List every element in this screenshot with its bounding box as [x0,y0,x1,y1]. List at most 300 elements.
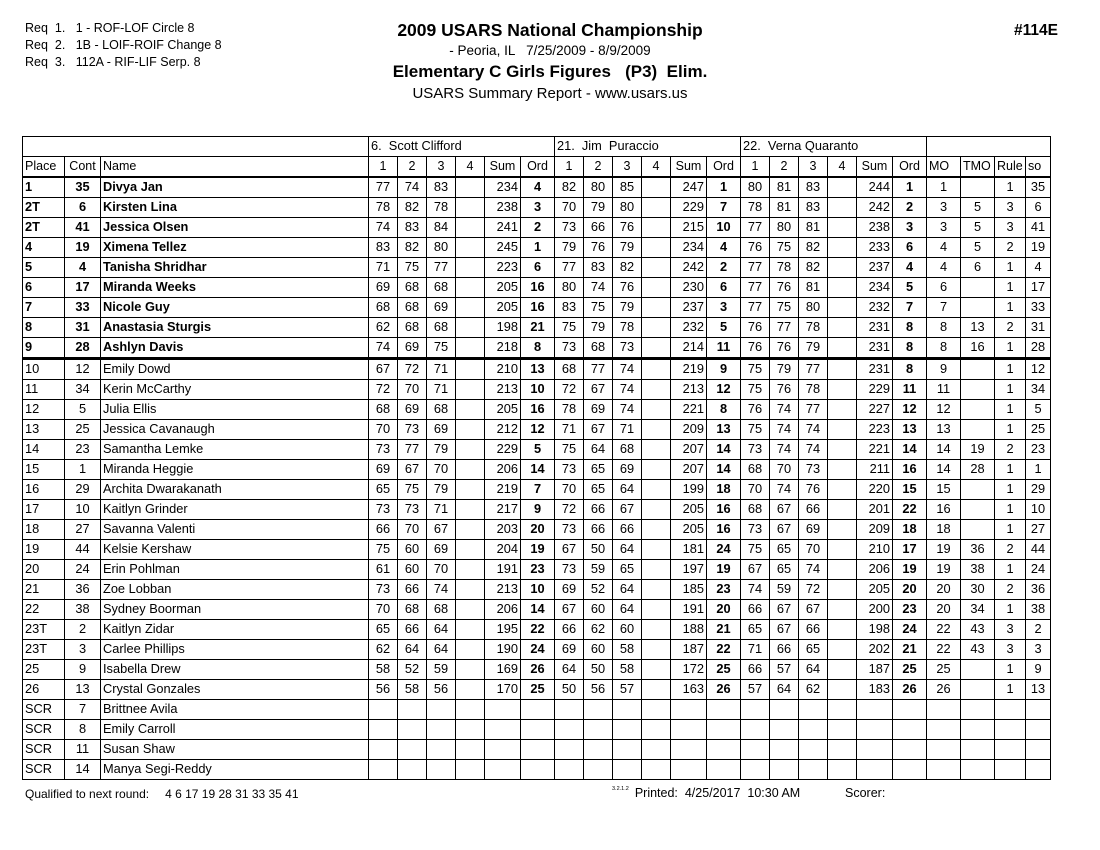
cell-judge1-score4 [456,540,485,560]
cell-judge2-ord [707,740,741,760]
requirement-line: Req 1. 1 - ROF-LOF Circle 8 [25,21,195,35]
cell-rule: 3 [995,198,1026,218]
cell-place: 14 [23,440,65,460]
cell-judge1-score4 [456,359,485,380]
cell-cont: 27 [65,520,101,540]
cell-judge1-score2: 83 [398,218,427,238]
cell-judge3-score3: 69 [799,520,828,540]
cell-judge2-ord [707,720,741,740]
cell-name: Brittnee Avila [101,700,369,720]
cell-cont: 6 [65,198,101,218]
cell-tmo [961,298,995,318]
cell-judge3-score4 [828,440,857,460]
cell-judge2-score2: 68 [584,338,613,359]
cell-judge2-score2 [584,760,613,780]
cell-judge3-score4 [828,218,857,238]
cell-judge2-score1 [555,720,584,740]
cell-judge2-score2: 67 [584,380,613,400]
cell-mo: 18 [927,520,961,540]
spacer-cell [23,137,369,157]
header-judge3-3: 3 [799,157,828,178]
result-row [23,359,1051,380]
cell-judge3-score2: 74 [770,440,799,460]
cell-judge1-score4 [456,278,485,298]
event-location-dates: - Peoria, IL 7/25/2009 - 8/9/2009 [449,43,651,58]
cell-judge3-score3: 62 [799,680,828,700]
cell-judge2-score3: 80 [613,198,642,218]
cell-tmo: 6 [961,258,995,278]
cell-cont: 13 [65,680,101,700]
cell-judge1-score2: 82 [398,238,427,258]
cell-judge2-score1: 82 [555,177,584,198]
cell-judge1-sum: 218 [485,338,521,359]
cell-judge3-score1: 77 [741,278,770,298]
cell-judge1-sum: 223 [485,258,521,278]
cell-tmo [961,520,995,540]
cell-cont: 3 [65,640,101,660]
cell-rule: 3 [995,218,1026,238]
header-judge2-1: 1 [555,157,584,178]
cell-judge3-score2 [770,700,799,720]
cell-tmo [961,359,995,380]
cell-so [1026,720,1051,740]
cell-rule: 2 [995,318,1026,338]
cell-judge1-score1: 71 [369,258,398,278]
cell-judge1-score4 [456,740,485,760]
cell-judge2-score3: 66 [613,520,642,540]
cell-judge2-sum: 191 [671,600,707,620]
cell-judge3-score1: 75 [741,420,770,440]
cell-rule: 1 [995,338,1026,359]
cell-tmo [961,480,995,500]
cell-tmo: 5 [961,238,995,258]
header-tmo: TMO [961,157,995,178]
cell-judge3-score3: 74 [799,420,828,440]
cell-judge2-sum: 187 [671,640,707,660]
cell-judge1-score1: 62 [369,640,398,660]
cell-judge1-score3: 68 [427,400,456,420]
cell-judge1-score2: 58 [398,680,427,700]
cell-judge3-score1: 76 [741,318,770,338]
cell-judge2-sum: 219 [671,359,707,380]
cell-judge1-ord: 9 [521,500,555,520]
cell-judge1-ord: 14 [521,460,555,480]
cell-name: Jessica Olsen [101,218,369,238]
cell-judge3-sum: 244 [857,177,893,198]
cell-judge1-score1: 73 [369,440,398,460]
cell-judge1-score1 [369,700,398,720]
cell-tmo: 30 [961,580,995,600]
cell-judge3-score4 [828,460,857,480]
result-row [23,560,1051,580]
result-row [23,420,1051,440]
cell-judge2-score4 [642,740,671,760]
cell-judge1-score1: 66 [369,520,398,540]
cell-judge2-sum: 163 [671,680,707,700]
cell-name: Kirsten Lina [101,198,369,218]
cell-judge1-score4 [456,218,485,238]
result-row [23,238,1051,258]
cell-mo [927,700,961,720]
cell-judge1-score1: 68 [369,400,398,420]
cell-judge2-score1: 69 [555,580,584,600]
header-judge3-1: 1 [741,157,770,178]
cell-judge2-ord: 16 [707,500,741,520]
cell-judge2-sum: 213 [671,380,707,400]
cell-judge3-score4 [828,520,857,540]
cell-mo: 26 [927,680,961,700]
cell-cont: 34 [65,380,101,400]
cell-judge2-score3 [613,760,642,780]
cell-cont: 31 [65,318,101,338]
cell-judge2-score1: 67 [555,540,584,560]
result-row [23,580,1051,600]
header-so: so [1026,157,1051,178]
cell-judge2-score2 [584,720,613,740]
header-mo: MO [927,157,961,178]
cell-so: 10 [1026,500,1051,520]
cell-judge1-score1: 69 [369,278,398,298]
cell-judge2-ord [707,760,741,780]
cell-judge1-ord: 6 [521,258,555,278]
cell-judge1-sum [485,740,521,760]
cell-judge2-score3: 67 [613,500,642,520]
result-row [23,640,1051,660]
cell-judge1-score2: 67 [398,460,427,480]
cell-judge1-sum [485,760,521,780]
cell-judge1-sum: 198 [485,318,521,338]
cell-mo: 9 [927,359,961,380]
cell-judge1-sum: 245 [485,238,521,258]
cell-place: 2T [23,198,65,218]
cell-judge2-sum: 197 [671,560,707,580]
results-table [22,136,1051,780]
cell-place: 23T [23,640,65,660]
cell-judge1-sum: 241 [485,218,521,238]
cell-judge3-score1 [741,720,770,740]
cell-judge2-score1: 79 [555,238,584,258]
cell-judge2-score4 [642,238,671,258]
cell-judge1-score3: 59 [427,660,456,680]
cell-judge2-score3: 78 [613,318,642,338]
cell-judge1-ord: 8 [521,338,555,359]
cell-judge1-sum: 217 [485,500,521,520]
cell-judge3-score3: 73 [799,460,828,480]
cell-judge2-score1: 70 [555,198,584,218]
cell-judge3-score3: 72 [799,580,828,600]
cell-judge1-score4 [456,640,485,660]
cell-judge2-score4 [642,520,671,540]
cell-judge1-score1: 58 [369,660,398,680]
cell-judge2-score2 [584,700,613,720]
cell-judge1-score1: 74 [369,338,398,359]
cell-judge3-score3: 77 [799,400,828,420]
cell-judge2-score2: 50 [584,540,613,560]
cell-judge3-ord: 18 [893,520,927,540]
cell-judge2-sum: 207 [671,460,707,480]
cell-judge1-sum: 203 [485,520,521,540]
cell-judge2-score4 [642,660,671,680]
cell-judge1-score4 [456,380,485,400]
cell-judge3-sum: 233 [857,238,893,258]
cell-tmo: 5 [961,218,995,238]
cell-judge3-score3: 67 [799,600,828,620]
version-number: 3.2.1.2 [612,786,629,792]
cell-cont: 24 [65,560,101,580]
cell-judge2-sum: 232 [671,318,707,338]
header-judge2-sum: Sum [671,157,707,178]
cell-place: 2T [23,218,65,238]
cell-tmo: 34 [961,600,995,620]
cell-judge3-ord: 26 [893,680,927,700]
cell-judge3-score1: 68 [741,500,770,520]
cell-place: 9 [23,338,65,359]
qualified-line [25,787,299,801]
cell-judge1-score3 [427,720,456,740]
cell-judge2-score2: 79 [584,318,613,338]
cell-judge1-score3: 69 [427,298,456,318]
cell-mo: 22 [927,640,961,660]
cell-judge3-score2: 70 [770,460,799,480]
cell-judge3-ord [893,760,927,780]
cell-judge1-score2: 60 [398,560,427,580]
cell-mo: 19 [927,560,961,580]
cell-judge1-score2 [398,740,427,760]
cell-judge1-score4 [456,440,485,460]
cell-judge1-score3: 68 [427,318,456,338]
cell-so: 3 [1026,640,1051,660]
cell-mo: 11 [927,380,961,400]
cell-tmo: 13 [961,318,995,338]
cell-judge3-ord: 4 [893,258,927,278]
header-judge1-4: 4 [456,157,485,178]
judge-header-row [23,137,1051,157]
cell-judge3-sum: 209 [857,520,893,540]
cell-place: SCR [23,760,65,780]
cell-rule: 1 [995,359,1026,380]
cell-judge2-score4 [642,560,671,580]
cell-judge3-score4 [828,560,857,580]
cell-name: Kelsie Kershaw [101,540,369,560]
cell-judge2-ord: 20 [707,600,741,620]
cell-judge2-score3: 85 [613,177,642,198]
cell-so: 35 [1026,177,1051,198]
cell-name: Archita Dwarakanath [101,480,369,500]
cell-mo [927,760,961,780]
cell-judge3-sum [857,720,893,740]
cell-judge2-score4 [642,359,671,380]
cell-judge1-score1 [369,740,398,760]
cell-judge1-score3: 71 [427,380,456,400]
judge-name-1: 6. Scott Clifford [369,137,555,157]
cell-tmo [961,720,995,740]
cell-judge3-ord: 2 [893,198,927,218]
cell-judge2-score3: 65 [613,560,642,580]
cell-name: Carlee Phillips [101,640,369,660]
cell-judge2-ord: 25 [707,660,741,680]
cell-mo: 6 [927,278,961,298]
cell-cont: 8 [65,720,101,740]
cell-judge2-score4 [642,600,671,620]
cell-judge1-score1: 78 [369,198,398,218]
header-judge1-1: 1 [369,157,398,178]
cell-judge3-sum: 232 [857,298,893,318]
cell-judge3-ord: 3 [893,218,927,238]
cell-judge3-score3: 65 [799,640,828,660]
cell-judge1-score4 [456,420,485,440]
header-judge1-ord: Ord [521,157,555,178]
cell-judge2-ord [707,700,741,720]
cell-judge2-score2: 62 [584,620,613,640]
result-row [23,380,1051,400]
cell-judge2-sum [671,720,707,740]
cell-judge2-score4 [642,540,671,560]
cell-cont: 19 [65,238,101,258]
cell-judge3-score3: 79 [799,338,828,359]
cell-mo: 3 [927,198,961,218]
cell-judge3-ord: 15 [893,480,927,500]
cell-cont: 4 [65,258,101,278]
cell-judge1-ord: 23 [521,560,555,580]
header-name: Name [101,157,369,178]
cell-rule [995,720,1026,740]
cell-judge3-sum: 227 [857,400,893,420]
cell-judge2-ord: 16 [707,520,741,540]
cell-judge3-score3: 83 [799,177,828,198]
cell-judge2-score4 [642,580,671,600]
page-title: 2009 USARS National Championship [397,20,703,40]
cell-judge2-ord: 4 [707,238,741,258]
cell-judge3-score4 [828,338,857,359]
cell-place: 25 [23,660,65,680]
cell-so: 19 [1026,238,1051,258]
cell-judge1-score2: 82 [398,198,427,218]
cell-judge2-score4 [642,298,671,318]
cell-judge2-score3 [613,700,642,720]
cell-so: 4 [1026,258,1051,278]
cell-judge3-ord: 6 [893,238,927,258]
cell-judge2-score1: 80 [555,278,584,298]
cell-judge1-score3: 68 [427,600,456,620]
cell-judge3-ord: 20 [893,580,927,600]
cell-rule: 1 [995,680,1026,700]
cell-rule: 1 [995,480,1026,500]
cell-judge3-score3 [799,740,828,760]
cell-place: 1 [23,177,65,198]
cell-so: 31 [1026,318,1051,338]
cell-judge1-score4 [456,400,485,420]
cell-judge1-score4 [456,620,485,640]
result-row [23,740,1051,760]
cell-judge1-score4 [456,580,485,600]
cell-judge1-score2: 75 [398,258,427,278]
cell-judge3-score1: 68 [741,460,770,480]
cell-judge3-ord: 5 [893,278,927,298]
cell-place: 18 [23,520,65,540]
cell-so: 27 [1026,520,1051,540]
cell-judge3-sum: 221 [857,440,893,460]
cell-judge2-score1: 73 [555,520,584,540]
cell-judge1-ord: 14 [521,600,555,620]
cell-judge3-score1: 80 [741,177,770,198]
cell-judge1-sum: 204 [485,540,521,560]
cell-judge2-sum: 209 [671,420,707,440]
cell-tmo: 36 [961,540,995,560]
cell-tmo [961,700,995,720]
cell-judge3-ord: 12 [893,400,927,420]
cell-judge3-sum [857,760,893,780]
cell-judge3-sum: 234 [857,278,893,298]
cell-name: Crystal Gonzales [101,680,369,700]
printed-timestamp: Printed: 4/25/2017 10:30 AM [634,786,801,800]
cell-judge2-ord: 23 [707,580,741,600]
cell-judge1-score4 [456,238,485,258]
cell-judge3-ord [893,740,927,760]
cell-judge1-ord: 19 [521,540,555,560]
cell-judge3-score3: 64 [799,660,828,680]
cell-judge2-score1: 72 [555,380,584,400]
cell-judge1-score3: 74 [427,580,456,600]
cell-judge1-ord [521,700,555,720]
cell-place: 11 [23,380,65,400]
cell-so: 28 [1026,338,1051,359]
cell-judge2-ord: 7 [707,198,741,218]
cell-judge2-score4 [642,640,671,660]
cell-tmo [961,380,995,400]
cell-judge3-score4 [828,238,857,258]
cell-judge3-score2 [770,760,799,780]
cell-judge2-ord: 22 [707,640,741,660]
cell-name: Miranda Heggie [101,460,369,480]
cell-judge1-score2: 68 [398,318,427,338]
cell-judge3-score2: 67 [770,600,799,620]
cell-judge2-score1: 75 [555,440,584,460]
cell-judge2-score3: 58 [613,660,642,680]
cell-judge1-sum: 205 [485,298,521,318]
cell-judge1-sum: 213 [485,580,521,600]
cell-name: Nicole Guy [101,298,369,318]
cell-cont: 29 [65,480,101,500]
cell-rule: 1 [995,380,1026,400]
cell-judge3-ord: 19 [893,560,927,580]
cell-judge3-score1: 71 [741,640,770,660]
cell-judge1-score2: 69 [398,400,427,420]
cell-judge1-score2: 68 [398,600,427,620]
cell-judge3-score4 [828,620,857,640]
cell-judge2-score3: 74 [613,380,642,400]
cell-judge2-score3: 76 [613,218,642,238]
cell-judge2-score2: 65 [584,480,613,500]
cell-judge1-sum: 210 [485,359,521,380]
cell-judge1-score2: 77 [398,440,427,460]
cell-rule [995,760,1026,780]
cell-judge1-score2: 72 [398,359,427,380]
cell-judge3-score3: 78 [799,318,828,338]
cell-place: 8 [23,318,65,338]
cell-mo: 14 [927,460,961,480]
cell-judge1-ord: 10 [521,380,555,400]
cell-judge3-score4 [828,740,857,760]
cell-place: 6 [23,278,65,298]
cell-mo: 1 [927,177,961,198]
cell-judge2-score1 [555,760,584,780]
cell-judge2-score3: 57 [613,680,642,700]
cell-tmo: 43 [961,640,995,660]
cell-judge1-score1: 73 [369,580,398,600]
cell-judge2-score1: 73 [555,560,584,580]
cell-judge3-ord: 24 [893,620,927,640]
cell-judge3-score3: 83 [799,198,828,218]
